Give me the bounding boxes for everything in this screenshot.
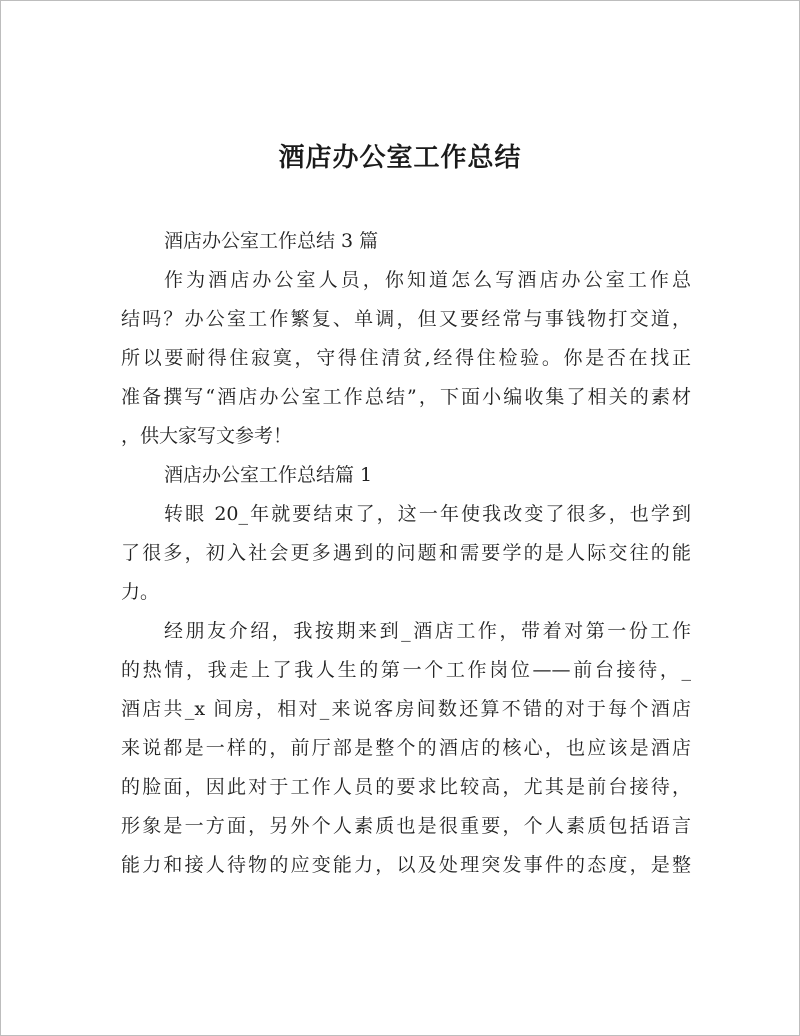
paragraph-line: 准备撰写“酒店办公室工作总结”，下面小编收集了相关的素材 <box>121 386 691 408</box>
paragraph-line: 力。 <box>121 581 160 603</box>
paragraph-line: 能力和接人待物的应变能力，以及处理突发事件的态度，是整 <box>121 854 691 876</box>
paragraph-line: 了很多，初入社会更多遇到的问题和需要学的是人际交往的能 <box>121 542 691 564</box>
paragraph-line: 所以要耐得住寂寞，守得住清贫,经得住检验。你是否在找正 <box>121 347 691 369</box>
paragraph-line: 形象是一方面，另外个人素质也是很重要，个人素质包括语言 <box>121 815 691 837</box>
paragraph-line: 结吗？办公室工作繁复、单调，但又要经常与事钱物打交道， <box>121 308 691 330</box>
paragraph-line: ，供大家写文参考！ <box>121 425 293 447</box>
paragraph-line: 转眼 20_年就要结束了，这一年使我改变了很多，也学到 <box>164 503 691 525</box>
paragraph-line: 作为酒店办公室人员，你知道怎么写酒店办公室工作总 <box>164 269 691 291</box>
paragraph-line: 酒店共_x 间房，相对_来说客房间数还算不错的对于每个酒店 <box>121 698 691 720</box>
paragraph-line: 经朋友介绍，我按期来到_酒店工作，带着对第一份工作 <box>164 620 691 642</box>
paragraph-line: 的脸面，因此对于工作人员的要求比较高，尤其是前台接待， <box>121 776 691 798</box>
paragraph-line: 来说都是一样的，前厅部是整个的酒店的核心，也应该是酒店 <box>121 737 691 759</box>
subtitle-line: 酒店办公室工作总结 3 篇 <box>164 230 379 252</box>
document-title: 酒店办公室工作总结 <box>278 143 522 173</box>
paragraph-line: 的热情，我走上了我人生的第一个工作岗位——前台接待，_ <box>121 659 691 681</box>
section-heading: 酒店办公室工作总结篇 1 <box>164 464 373 486</box>
